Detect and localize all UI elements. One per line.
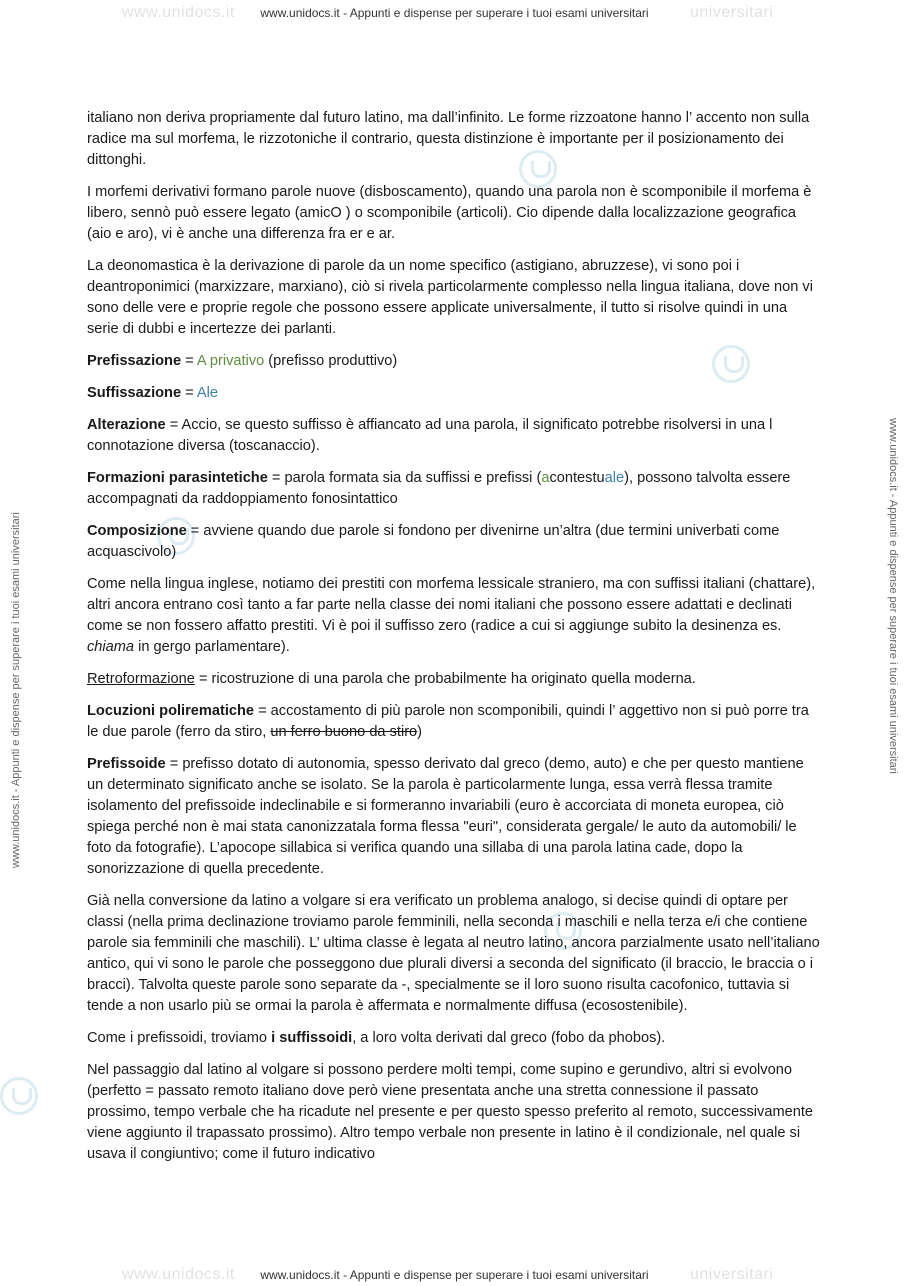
- paragraph: Come nella lingua inglese, notiamo dei prestiti con morfema lessicale straniero, ma con suffissi italiani (chattare), altri ancora entrano così tanto a far parte nella classe dei nomi italiani che possono essere adattati e declinati come se non fossero affatto prestiti. Vi è poi il suffisso zero (radice a cui si aggiunge subito la desinenza es. chiama in gergo parlamentare).: [87, 576, 816, 655]
- term: Retroformazione: [87, 671, 195, 687]
- struck-example: un ferro buono da stiro: [270, 724, 418, 740]
- document-body: [87, 108, 822, 1176]
- paragraph: Come i prefissoidi, troviamo i suffissoidi, a loro volta derivati dal greco (fobo da phobos).: [87, 1030, 666, 1046]
- term: Locuzioni polirematiche: [87, 703, 255, 719]
- watermark-ghost-text: universitari: [690, 4, 774, 21]
- definition-prefissoide: Prefissoide = prefisso dotato di autonomia, spesso derivato dal greco (demo, auto) e che per questo mantiene un determinato significato anche se isolato. Se la parola è particolarmente lunga, essa verrà flessa tramite isolamento del prefissoide indeclinabile e si formeranno invariabili (euro è accorciata di moneta europea, ciò spiega perché non è mai stata canonizzatala forma flessa "euri", considerata gergale/ le auto da automobili/ le foto da fotografie). L’apocope sillabica si verifica quando una sillaba di una parola latina cade, dopo la sonorizzazione di quella precedente.: [87, 756, 804, 877]
- term: Suffissazione: [87, 385, 182, 401]
- paragraph: Nel passaggio dal latino al volgare si possono perdere molti tempi, come supino e gerundivo, altri si evolvono (perfetto = passato remoto italiano dove però viene presentata anche una stretta connessione il passato prossimo, tempo verbale che ha ricadute nel presente e per questo spesso preferito al remoto, successivamente viene aggiunto il trapassato prossimo). Altro tempo verbale non presente in latino è il condizionale, nel quale si usava il congiuntivo; come il futuro indicativo: [87, 1062, 814, 1162]
- header-banner: www.unidocs.it - Appunti e dispense per superare i tuoi esami universitari: [260, 6, 649, 20]
- term: Alterazione: [87, 417, 166, 433]
- watermark-ghost-text: universitari: [690, 1266, 774, 1283]
- term: Formazioni parasintetiche: [87, 470, 268, 486]
- definition-retroformazione: Retroformazione = ricostruzione di una parola che probabilmente ha originato quella moderna.: [87, 671, 696, 687]
- watermark-ghost-text: www.unidocs.it: [122, 4, 235, 21]
- term: Prefissoide: [87, 756, 166, 772]
- paragraph: La deonomastica è la derivazione di parole da un nome specifico (astigiano, abruzzese), vi sono poi i deantroponimici (marxizzare, marxiano), ciò si rivela particolarmente complesso nella lingua italiana, dove non vi sono delle vere e proprie regole che possono essere applicate universalmente, il tutto si risolve quindi in una serie di dubbi e incertezze dei parlanti.: [87, 258, 813, 337]
- definition-locuzioni: Locuzioni polirematiche = accostamento di più parole non scomponibili, quindi l’ aggettivo non si può porre tra le due parole (ferro da stiro, un ferro buono da stiro): [87, 703, 809, 740]
- side-watermark-left: www.unidocs.it - Appunti e dispense per superare i tuoi esami universitari: [10, 512, 22, 868]
- watermark-ghost-text: www.unidocs.it: [122, 1266, 235, 1283]
- term: i suffissoidi: [271, 1030, 353, 1046]
- example-highlight: Ale: [196, 385, 218, 401]
- side-watermark-right: www.unidocs.it - Appunti e dispense per superare i tuoi esami universitari: [887, 418, 899, 774]
- definition-composizione: Composizione = avviene quando due parole si fondono per divenirne un’altra (due termini univerbati come acquascivolo): [87, 523, 780, 560]
- paragraph: I morfemi derivativi formano parole nuove (disboscamento), quando una parola non è scomponibile il morfema è libero, sennò può essere legato (amicO ) o scomponibile (articoli). Cio dipende dalla localizzazione geografica (aio e aro), vi è anche una differenza fra er e ar.: [87, 184, 812, 242]
- definition-suffissazione: Suffissazione = Ale: [87, 385, 218, 401]
- example-highlight: A privativo: [196, 353, 265, 369]
- definition-prefissazione: Prefissazione = A privativo (prefisso produttivo): [87, 353, 398, 369]
- definition-parasintetiche: Formazioni parasintetiche = parola formata sia da suffissi e prefissi (acontestuale), possono talvolta essere accompagnati da raddoppiamento fonosintattico: [87, 470, 791, 507]
- paragraph: italiano non deriva propriamente dal futuro latino, ma dall’infinito. Le forme rizzoatone hanno l’ accento non sulla radice ma sul morfema, le rizzotoniche il contrario, questa distinzione è importante per il posizionamento dei dittonghi.: [87, 110, 810, 168]
- term: Composizione: [87, 523, 187, 539]
- term: Prefissazione: [87, 353, 182, 369]
- unidocs-watermark-icon: [0, 1077, 38, 1115]
- paragraph: Già nella conversione da latino a volgare si era verificato un problema analogo, si decise quindi di optare per classi (nella prima declinazione troviamo parole femminili, nella seconda i maschili e nella terza e/i che contiene parole sia femminili che maschili). L’ ultima classe è legata al neutro latino, ancora parzialmente usato nell’italiano antico, qui vi sono le parole che posseggono due plurali diversi a seconda del significato (il braccio, le braccia o i bracci). Talvolta queste parole sono separate da -, specialmente se il loro suono risulta cacofonico, tuttavia si tende a non usarlo più se ormai la parola è affermata e normalmente diffusa (ecosostenibile).: [87, 893, 820, 1014]
- footer-banner: www.unidocs.it - Appunti e dispense per superare i tuoi esami universitari: [260, 1268, 649, 1282]
- definition-alterazione: Alterazione = Accio, se questo suffisso è affiancato ad una parola, il significato potrebbe risolversi in una l connotazione diversa (toscanaccio).: [87, 417, 773, 454]
